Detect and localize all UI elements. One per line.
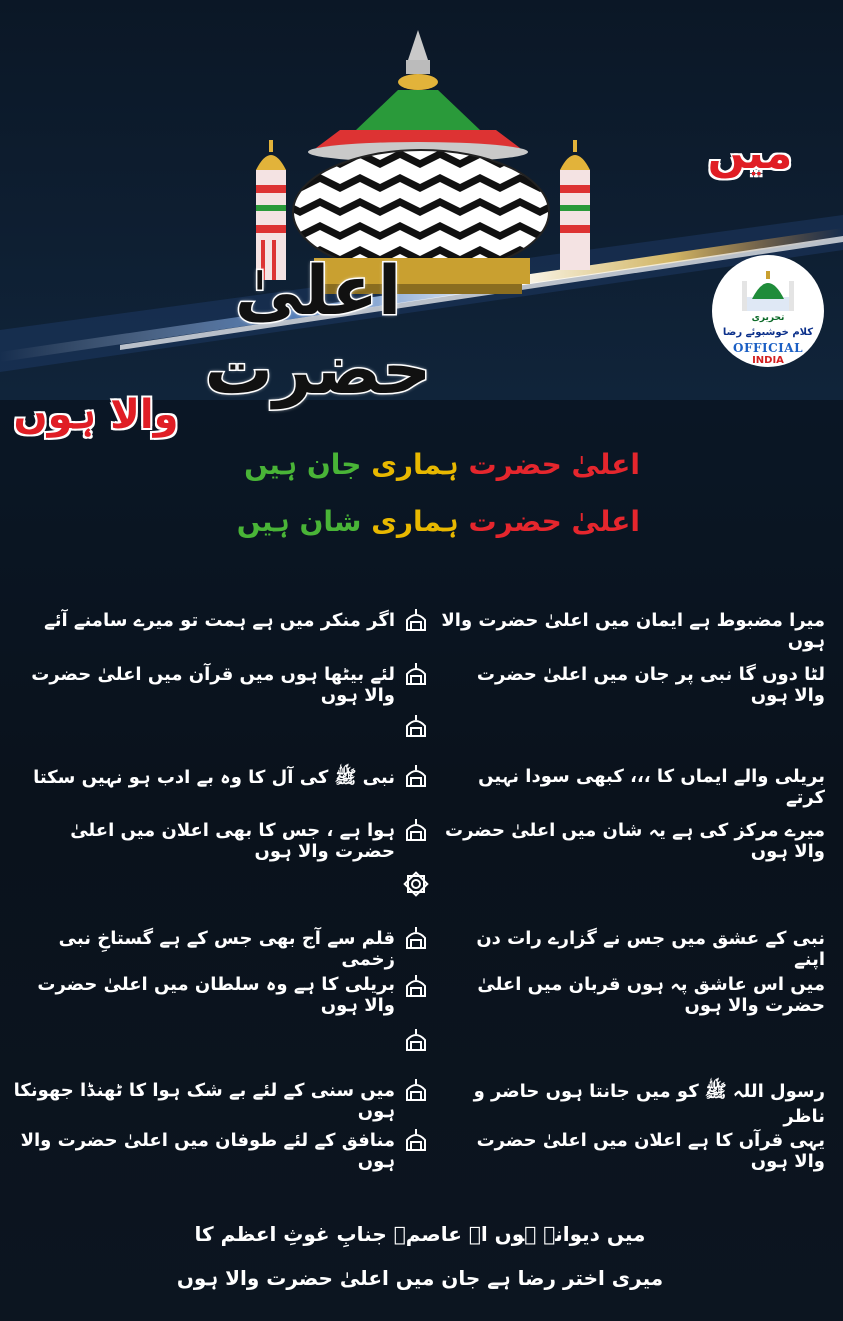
dome-ornament-icon	[404, 608, 428, 632]
verse-6-left: بریلی کا ہے وہ سلطان میں اعلیٰ حضرت والا ہوں	[37, 974, 395, 1016]
title-mein: میں	[707, 128, 793, 179]
title-wala-hun: والا ہوں	[13, 392, 179, 438]
dome-ornament-icon	[404, 974, 428, 998]
slogan-2-a: اعلیٰ حضرت	[468, 505, 640, 538]
logo-line4: INDIA	[752, 355, 784, 366]
logo-line2: کلام خوشبوئے رضا	[722, 327, 814, 338]
verse-1-left: اگر منکر میں ہے ہمت تو میرے سامنے آئے	[44, 610, 395, 631]
dome-ornament-icon	[404, 1078, 428, 1102]
star-ornament-icon	[400, 868, 432, 900]
slogan-1-c: جان ہیں	[244, 448, 362, 481]
slogan-2-b: ہماری	[371, 505, 459, 538]
title-ala-hazrat: اعلیٰ حضرت	[204, 252, 432, 410]
verse-3-left: نبی ﷺ کی آل کا وہ بے ادب ہو نہیں سکتا	[33, 767, 395, 788]
verse-5-right: نبی کے عشق میں جس نے گزارے رات دن اپنے	[476, 928, 825, 970]
dome-ornament-icon	[404, 926, 428, 950]
slogan-1-a: اعلیٰ حضرت	[468, 448, 640, 481]
verse-4-left: ہوا ہے ، جس کا بھی اعلان میں اعلیٰ حضرت والا ہوں	[70, 820, 395, 862]
verse-1-right: میرا مضبوط ہے ایمان میں اعلیٰ حضرت والا ہوں	[441, 610, 825, 652]
logo-line1: تحریری	[751, 313, 785, 323]
verse-7-right: رسول اللہ ﷺ کو میں جانتا ہوں حاضر و ناظر	[473, 1081, 825, 1127]
slogan-2	[200, 505, 640, 538]
verse-4-right: میرے مرکز کی ہے یہ شان میں اعلیٰ حضرت والا ہوں	[445, 820, 825, 862]
dome-ornament-icon	[404, 662, 428, 686]
green-dome-icon	[738, 267, 798, 315]
verse-7-left: میں سنی کے لئے بے شک ہوا کا ٹھنڈا جھونکا ہوں	[13, 1080, 395, 1122]
dome-ornament-icon	[404, 1028, 428, 1052]
dome-ornament-icon	[404, 714, 428, 738]
slogan-1	[200, 448, 640, 481]
verse-3-right: بریلی والے ایماں کا ،،، کبھی سودا نہیں کرتے	[478, 766, 825, 808]
closing-line-1: میں دیوانہ ہوں اے عاصمؔ جنابِ غوثِ اعظم کا	[194, 1222, 646, 1246]
verse-8-left: منافق کے لئے طوفان میں اعلیٰ حضرت والا ہوں	[20, 1130, 395, 1172]
verse-6-right: میں اس عاشق پہ ہوں قربان میں اعلیٰ حضرت والا ہوں	[477, 974, 825, 1016]
dome-ornament-icon	[404, 1128, 428, 1152]
verse-2-right: لٹا دوں گا نبی پر جان میں اعلیٰ حضرت والا ہوں	[476, 664, 825, 706]
slogan-1-b: ہماری	[371, 448, 459, 481]
dome-ornament-icon	[404, 818, 428, 842]
verse-5-left: قلم سے آج بھی جس کے ہے گستاخِ نبی زخمی	[58, 928, 395, 970]
slogan-2-c: شان ہیں	[236, 505, 362, 538]
closing-line-2: میری اختر رضا ہے جان میں اعلیٰ حضرت والا ہوں	[176, 1266, 664, 1290]
verse-2-left: لئے بیٹھا ہوں میں قرآن میں اعلیٰ حضرت والا ہوں	[31, 664, 395, 706]
dome-ornament-icon	[404, 764, 428, 788]
verse-8-right: یہی قرآں کا ہے اعلان میں اعلیٰ حضرت والا ہوں	[476, 1130, 825, 1172]
logo-line3: OFFICIAL	[732, 341, 804, 355]
logo-badge	[712, 255, 824, 367]
